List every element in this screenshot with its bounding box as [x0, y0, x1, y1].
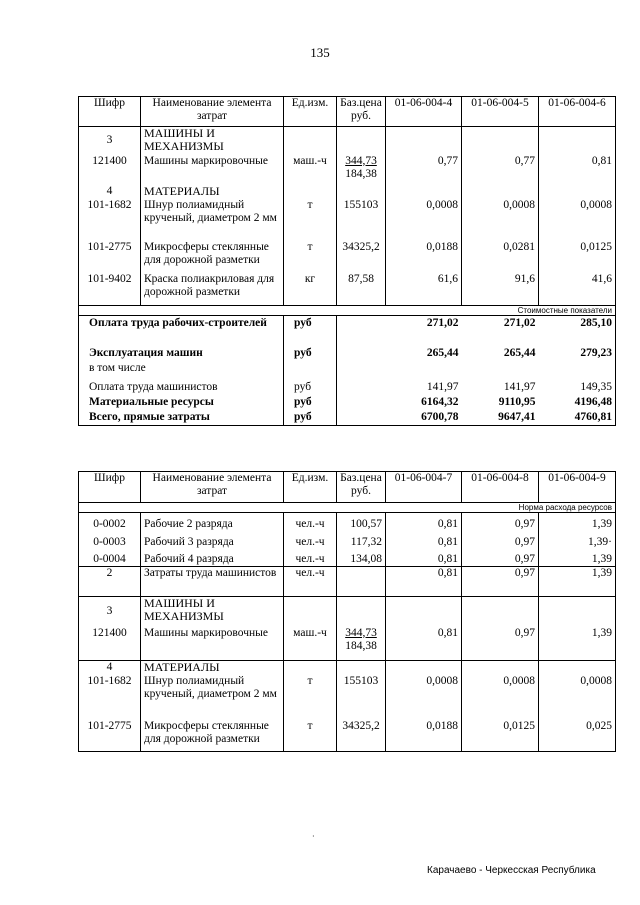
row-price: 100,57	[337, 513, 386, 531]
row-value-1: 0,81	[386, 513, 462, 531]
row-name: Рабочий 3 разряда	[141, 531, 284, 549]
row-price: 117,32	[337, 531, 386, 549]
row-value-1: 0,81	[386, 531, 462, 549]
row-value-2: 0,0008	[462, 199, 539, 241]
section-title: МАШИНЫ И МЕХАНИЗМЫ	[141, 597, 284, 627]
row-value-1: 0,0188	[386, 241, 462, 273]
row-name: Рабочий 4 разряда	[141, 549, 284, 567]
row-unit: т	[284, 720, 337, 752]
row-value-3: 1,39	[539, 627, 616, 661]
row-name: Шнур полиамидный крученый, диаметром 2 мм	[141, 199, 284, 241]
summary-value-2: 265,44	[503, 346, 536, 359]
row-value-3: 1,39	[539, 513, 616, 531]
row-name: Микросферы стеклянные для дорожной разметки	[141, 720, 284, 752]
row-price: 344,73 184,38	[337, 155, 386, 185]
row-value-3: 1,39	[539, 549, 616, 567]
resource-table-2	[78, 471, 616, 752]
table-row	[79, 675, 616, 720]
table-row	[79, 241, 616, 273]
header-price: Баз.цена руб.	[337, 472, 386, 503]
row-name: Машины маркировочные	[141, 627, 284, 661]
row-value-3: 1,39	[539, 567, 616, 597]
table-row	[79, 199, 616, 241]
table-row	[79, 513, 616, 531]
summary-unit: руб	[284, 410, 337, 426]
summary-row	[79, 410, 616, 426]
note-text: Норма расхода ресурсов	[79, 503, 616, 513]
header-name: Наименование элемента затрат	[141, 97, 284, 127]
row-name: Краска полиакриловая для дорожной разметки	[141, 273, 284, 306]
row-code: 0-0004	[79, 549, 141, 567]
row-price: 155103	[337, 199, 386, 241]
row-price: 87,58	[337, 273, 386, 306]
summary-value-3: 285,10	[539, 316, 616, 346]
row-value-2: 0,77	[462, 155, 539, 185]
row-value-3: 0,0008	[539, 675, 616, 720]
summary-name: Оплата труда машинистов	[79, 376, 284, 395]
summary-value-3: 149,35	[539, 376, 616, 395]
note-text: Стоимостные показатели	[79, 306, 616, 316]
row-unit: т	[284, 241, 337, 273]
summary-value-1: 6164,32	[421, 395, 459, 408]
row-unit: маш.-ч	[284, 155, 337, 185]
summary-value-3: 4196,48	[539, 395, 616, 410]
summary-value-1: 6700,78	[386, 410, 462, 426]
summary-row	[79, 376, 616, 395]
row-name: Затраты труда машинистов	[141, 567, 284, 597]
summary-value-2: 9647,41	[462, 410, 539, 426]
row-price: 34325,2	[337, 241, 386, 273]
row-value-3: 1,39·	[539, 531, 616, 549]
summary-value-2: 9110,95	[498, 395, 536, 408]
table-row	[79, 273, 616, 306]
summary-value-1: 271,02	[426, 317, 459, 329]
section-title: МАТЕРИАЛЫ	[141, 661, 284, 675]
section-code: 3	[79, 597, 141, 627]
row-value-2: 0,97	[462, 531, 539, 549]
row-code: 101-2775	[79, 720, 141, 752]
section-code: 3	[79, 127, 141, 155]
section-row	[79, 127, 616, 155]
summary-name: Материальные ресурсы	[79, 395, 284, 410]
row-unit: чел.-ч	[284, 549, 337, 567]
row-value-3: 0,0008	[539, 199, 616, 241]
header-norm-3: 01-06-004-9	[539, 472, 616, 503]
row-name: Рабочие 2 разряда	[141, 513, 284, 531]
row-value-2: 0,0008	[462, 675, 539, 720]
stray-mark: ·	[312, 832, 315, 841]
row-code: 2	[79, 567, 141, 597]
resource-table-1	[78, 96, 616, 426]
summary-value-3: 279,23	[539, 346, 616, 361]
header-norm-2: 01-06-004-8	[462, 472, 539, 503]
header-code: Шифр	[79, 97, 141, 127]
table2-header-row	[79, 472, 616, 503]
row-name: Микросферы стеклянные для дорожной разметки	[141, 241, 284, 273]
table1-header-row	[79, 97, 616, 127]
summary-value-1: 141,97	[426, 380, 459, 393]
row-value-1: 0,0188	[386, 720, 462, 752]
note-row	[79, 503, 616, 513]
section-title: МАТЕРИАЛЫ	[141, 185, 284, 199]
note-row	[79, 306, 616, 316]
row-name: Шнур полиамидный крученый, диаметром 2 мм	[141, 675, 284, 720]
section-code: 4	[79, 661, 141, 675]
row-unit: чел.-ч	[284, 567, 337, 597]
row-value-3: 0,0125	[539, 241, 616, 273]
summary-unit: руб	[284, 376, 337, 395]
summary-value-2: 141,97	[503, 380, 536, 393]
summary-value-1: 265,44	[426, 346, 459, 359]
row-code: 0-0003	[79, 531, 141, 549]
row-code: 121400	[79, 627, 141, 661]
row-price: 155103	[337, 675, 386, 720]
page-number: 135	[310, 45, 330, 60]
row-unit: чел.-ч	[284, 531, 337, 549]
row-value-1: 0,81	[386, 627, 462, 661]
row-value-3: 41,6	[539, 273, 616, 306]
summary-name: в том числе	[79, 361, 284, 376]
row-code: 121400	[79, 155, 141, 185]
table-row	[79, 155, 616, 185]
summary-value-3: 4760,81	[539, 410, 616, 426]
row-unit: чел.-ч	[284, 513, 337, 531]
row-name: Машины маркировочные	[141, 155, 284, 185]
row-unit: т	[284, 199, 337, 241]
summary-unit: руб	[284, 346, 337, 361]
summary-unit: руб	[284, 395, 337, 410]
row-value-1: 0,77	[386, 155, 462, 185]
row-value-2: 0,97	[462, 567, 539, 597]
header-unit: Ед.изм.	[284, 97, 337, 127]
row-value-2: 0,0281	[462, 241, 539, 273]
section-row	[79, 597, 616, 627]
header-name: Наименование элемента затрат	[141, 472, 284, 503]
summary-name: Оплата труда рабочих-строителей	[79, 316, 284, 346]
header-code: Шифр	[79, 472, 141, 503]
row-unit: кг	[284, 273, 337, 306]
table-row	[79, 720, 616, 752]
summary-value-2: 271,02	[503, 317, 536, 329]
row-value-1: 0,81	[386, 567, 462, 597]
summary-name: Всего, прямые затраты	[79, 410, 284, 426]
row-unit: маш.-ч	[284, 627, 337, 661]
row-code: 101-9402	[79, 273, 141, 306]
table-row	[79, 549, 616, 567]
summary-unit: руб	[284, 316, 337, 346]
section-title: МАШИНЫ И МЕХАНИЗМЫ	[141, 127, 284, 155]
table-row	[79, 627, 616, 661]
header-norm-1: 01-06-004-4	[386, 97, 462, 127]
summary-row	[79, 316, 616, 346]
row-code: 101-1682	[79, 199, 141, 241]
row-unit: т	[284, 675, 337, 720]
summary-row	[79, 395, 616, 410]
row-value-1: 61,6	[386, 273, 462, 306]
row-value-2: 0,0125	[462, 720, 539, 752]
row-value-2: 91,6	[462, 273, 539, 306]
summary-row	[79, 361, 616, 376]
section-row	[79, 185, 616, 199]
header-norm-1: 01-06-004-7	[386, 472, 462, 503]
row-code: 101-2775	[79, 241, 141, 273]
row-price: 134,08	[337, 549, 386, 567]
row-value-2: 0,97	[462, 627, 539, 661]
summary-row	[79, 346, 616, 361]
table-row	[79, 531, 616, 549]
header-price: Баз.цена руб.	[337, 97, 386, 127]
header-norm-3: 01-06-004-6	[539, 97, 616, 127]
summary-name: Эксплуатация машин	[79, 346, 284, 361]
row-value-2: 0,97	[462, 513, 539, 531]
row-value-1: 0,81	[386, 549, 462, 567]
row-value-1: 0,0008	[386, 675, 462, 720]
row-value-3: 0,025	[539, 720, 616, 752]
row-value-2: 0,97	[462, 549, 539, 567]
footer-region: Карачаево - Черкесская Республика	[427, 865, 596, 876]
header-norm-2: 01-06-004-5	[462, 97, 539, 127]
row-code: 0-0002	[79, 513, 141, 531]
row-code: 101-1682	[79, 675, 141, 720]
row-price: 344,73 184,38	[337, 627, 386, 661]
section-row	[79, 661, 616, 675]
table-row	[79, 567, 616, 597]
header-unit: Ед.изм.	[284, 472, 337, 503]
row-price: 34325,2	[337, 720, 386, 752]
row-value-3: 0,81	[539, 155, 616, 185]
section-code: 4	[79, 185, 141, 199]
row-value-1: 0,0008	[386, 199, 462, 241]
